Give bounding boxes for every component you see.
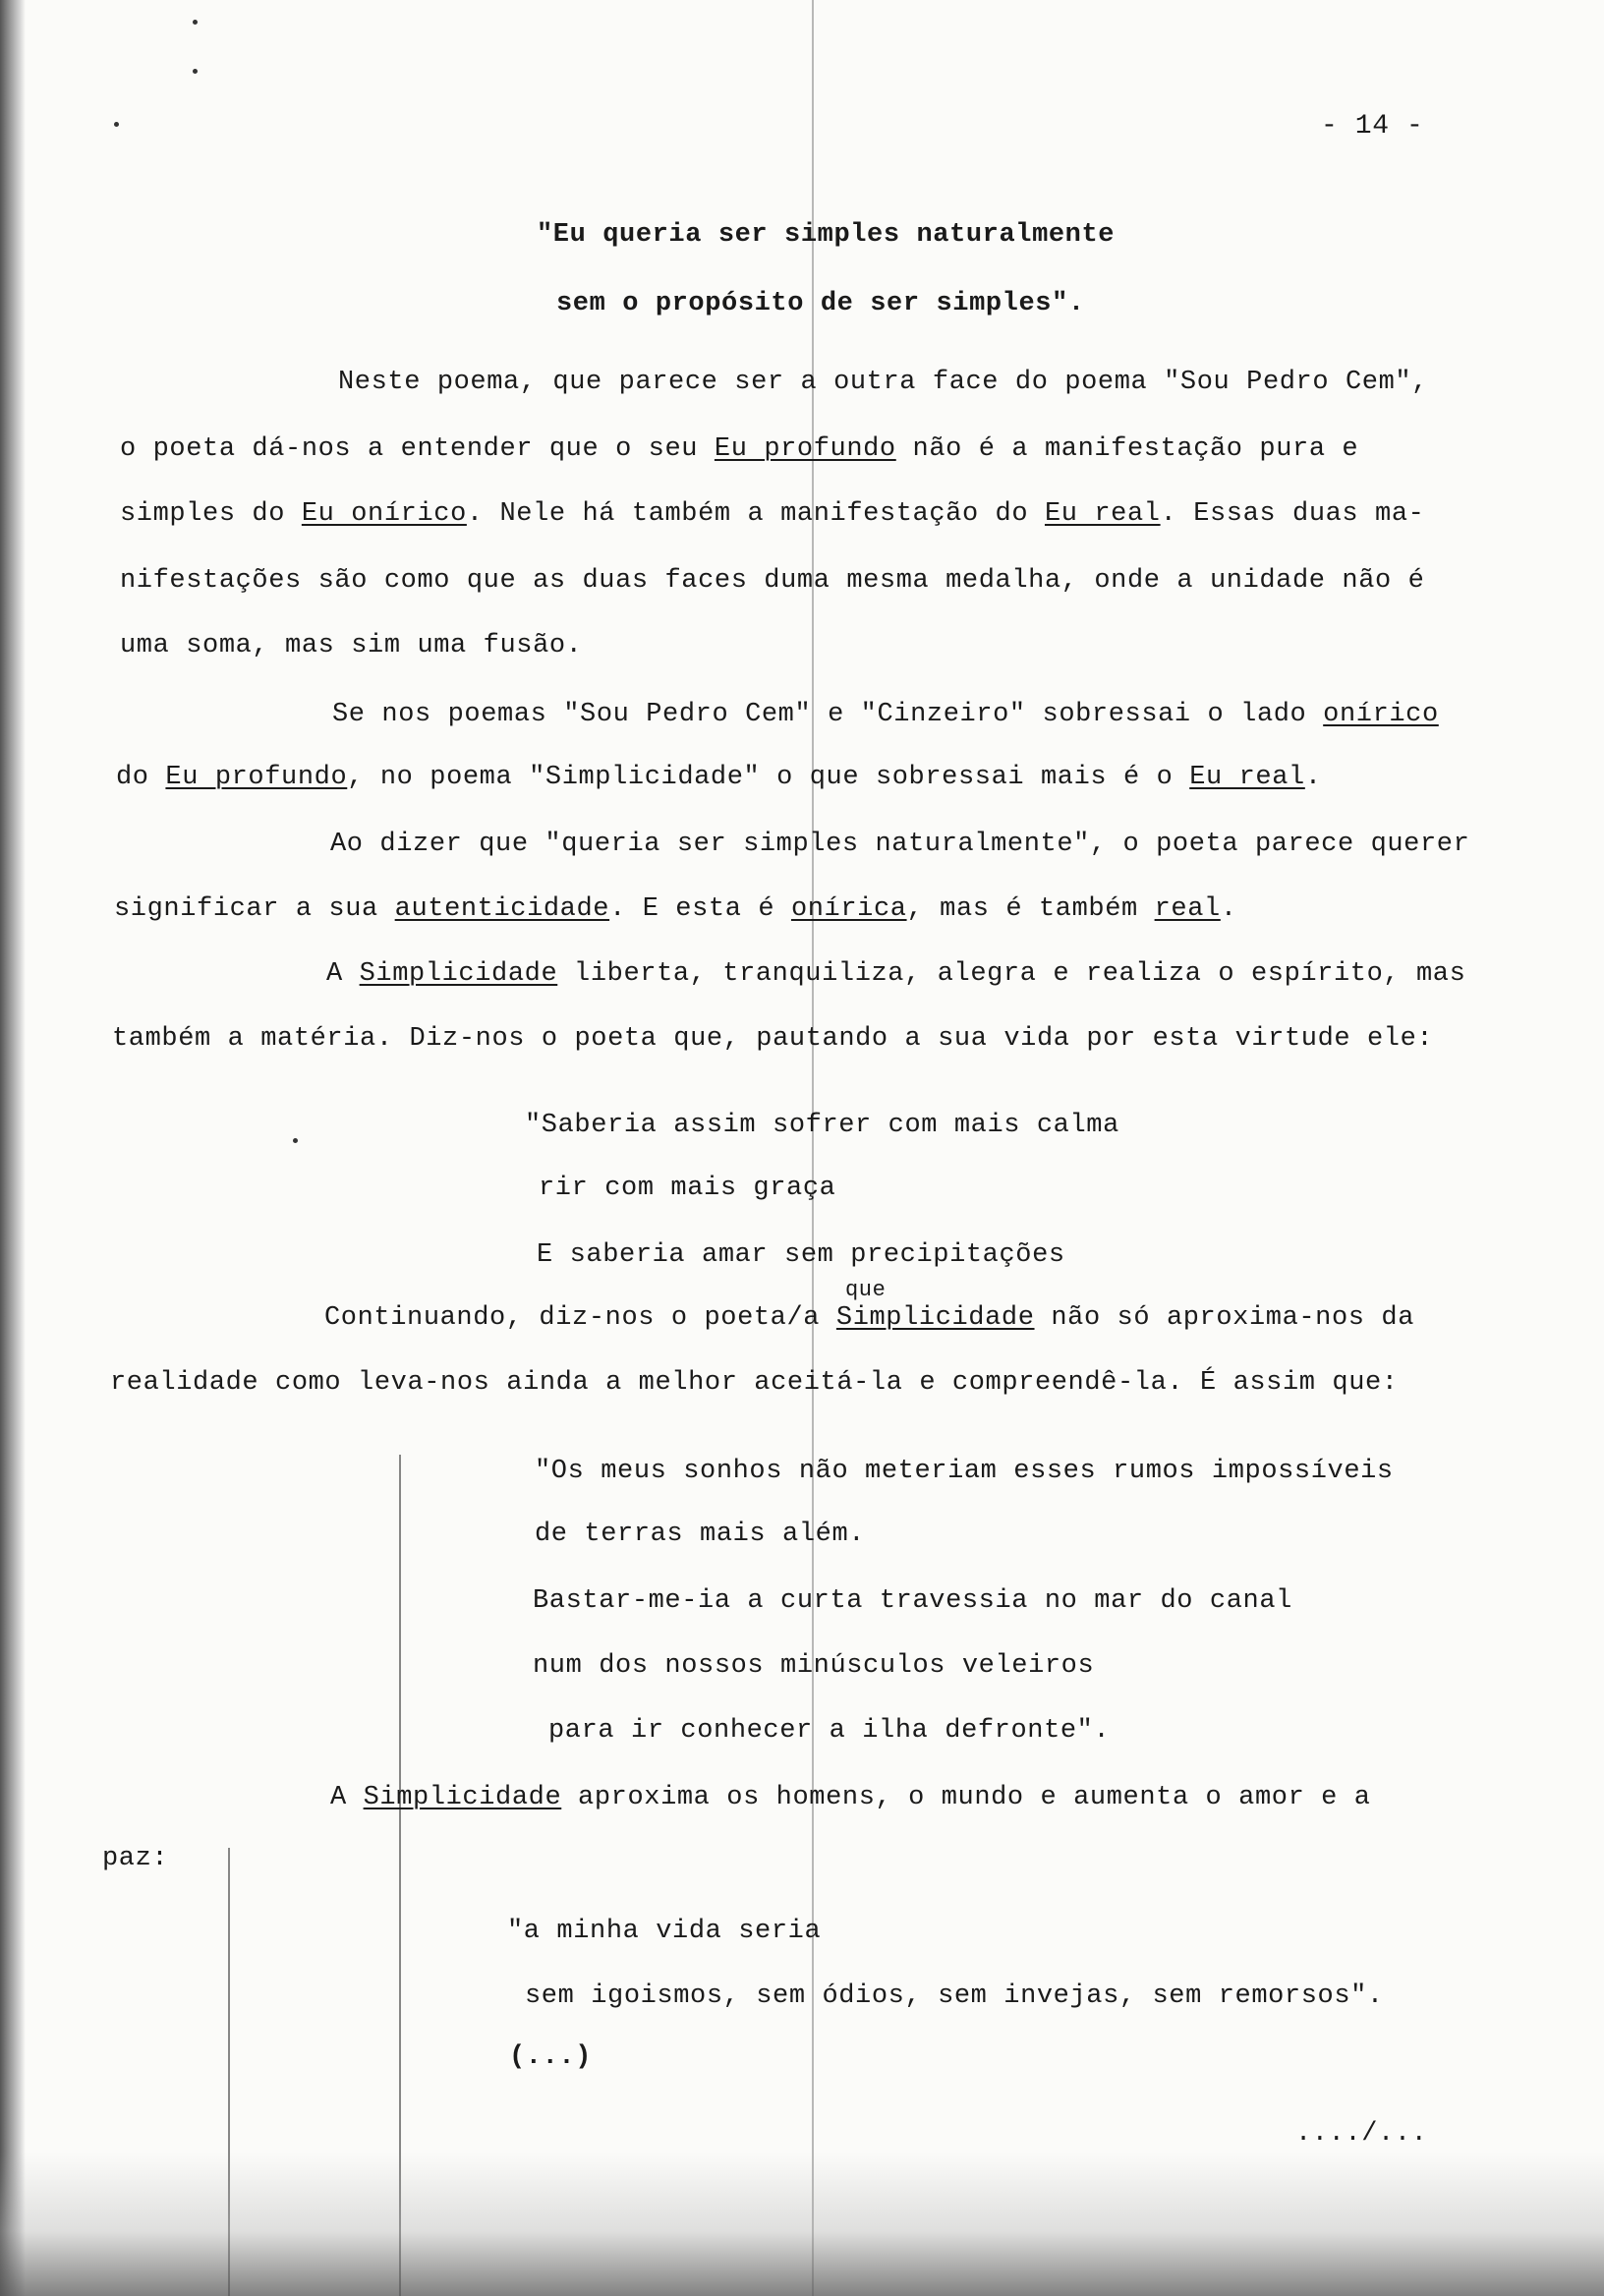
quote-line: "Os meus sonhos não meteriam esses rumos impossíveis	[535, 1457, 1394, 1486]
quote-line: de terras mais além.	[535, 1520, 866, 1549]
handwritten-insertion: que	[845, 1278, 887, 1302]
scan-speck	[114, 122, 119, 127]
paragraph-line: Ao dizer que "queria ser simples naturalmente", o poeta parece querer	[330, 830, 1470, 859]
quote-line: rir com mais graça	[539, 1174, 836, 1203]
quote-line: (...)	[509, 2042, 593, 2072]
paragraph-line: paz:	[102, 1844, 169, 1873]
continuation-marker: ..../...	[1295, 2119, 1428, 2149]
page-fold-line	[812, 0, 814, 2296]
paragraph-line: realidade como leva-nos ainda a melhor aceitá-la e compreendê-la. É assim que:	[110, 1368, 1399, 1398]
emphasis: Simplicidade	[359, 959, 558, 989]
quote-line: "a minha vida seria	[507, 1917, 822, 1946]
emphasis: Eu onírico	[301, 499, 467, 529]
emphasis: Eu profundo	[714, 434, 896, 464]
paragraph-line: o poeta dá-nos a entender que o seu Eu profundo não é a manifestação pura e	[120, 434, 1359, 464]
quote-line: E saberia amar sem precipitações	[537, 1240, 1065, 1270]
emphasis: onírico	[1323, 700, 1439, 729]
emphasis: onírica	[790, 894, 907, 924]
scan-speck	[193, 69, 198, 74]
emphasis: autenticidade	[394, 894, 610, 924]
paragraph-line: simples do Eu onírico. Nele há também a manifestação do Eu real. Essas duas ma-	[120, 499, 1425, 529]
quote-line: Bastar-me-ia a curta travessia no mar do canal	[533, 1586, 1292, 1616]
quote-line: "Eu queria ser simples naturalmente	[537, 220, 1116, 250]
quote-line: para ir conhecer a ilha defronte".	[548, 1716, 1111, 1746]
paragraph-line: do Eu profundo, no poema "Simplicidade" o que sobressai mais é o Eu real.	[116, 763, 1322, 792]
quote-line: sem igoismos, sem ódios, sem invejas, sem remorsos".	[525, 1981, 1384, 2011]
scan-edge-shadow	[0, 0, 26, 2296]
page-number: - 14 -	[1321, 111, 1424, 142]
paragraph-line: Neste poema, que parece ser a outra face do poema "Sou Pedro Cem",	[338, 368, 1428, 397]
emphasis: Simplicidade	[363, 1783, 562, 1812]
quote-line: "Saberia assim sofrer com mais calma	[525, 1111, 1119, 1140]
emphasis: Eu profundo	[165, 763, 348, 792]
paragraph-line: Continuando, diz-nos o poeta/a Simplicidade não só aproxima-nos da	[324, 1303, 1414, 1333]
emphasis: real	[1154, 894, 1221, 924]
paragraph-line: também a matéria. Diz-nos o poeta que, pautando a sua vida por esta virtude ele:	[112, 1024, 1434, 1054]
paragraph-line: uma soma, mas sim uma fusão.	[120, 631, 583, 660]
scan-speck	[293, 1138, 298, 1143]
paragraph-line: nifestações são como que as duas faces duma mesma medalha, onde a unidade não é	[120, 566, 1425, 596]
paragraph-line: significar a sua autenticidade. E esta é onírica, mas é também real.	[114, 894, 1237, 924]
paragraph-line: Se nos poemas "Sou Pedro Cem" e "Cinzeiro" sobressai o lado onírico	[332, 700, 1439, 729]
paragraph-line: A Simplicidade liberta, tranquiliza, alegra e realiza o espírito, mas	[326, 959, 1466, 989]
emphasis: Simplicidade	[835, 1303, 1035, 1333]
emphasis: Eu real	[1044, 499, 1161, 529]
quote-line: sem o propósito de ser simples".	[556, 289, 1085, 318]
paragraph-line: A Simplicidade aproxima os homens, o mundo e aumenta o amor e a	[330, 1783, 1371, 1812]
quote-line: num dos nossos minúsculos veleiros	[533, 1651, 1095, 1681]
scan-bottom-shadow	[0, 2152, 1604, 2296]
scan-speck	[193, 20, 198, 25]
emphasis: Eu real	[1189, 763, 1305, 792]
